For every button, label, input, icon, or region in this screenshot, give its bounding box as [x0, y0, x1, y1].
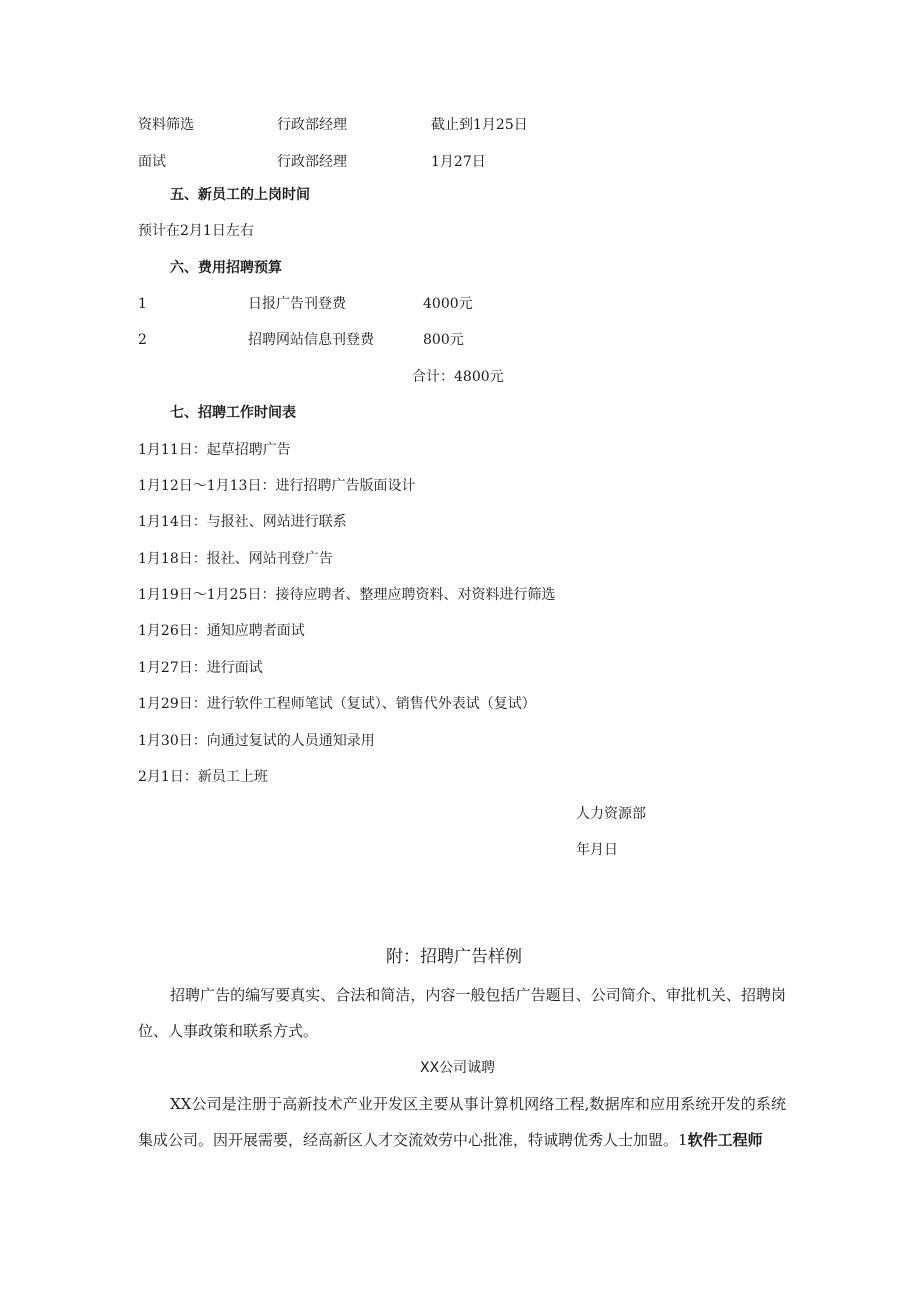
timeline-item: 1月14日：与报社、网站进行联系: [138, 514, 347, 530]
schedule-stage: 面试: [138, 154, 166, 170]
appendix-intro: 招聘广告的编写要真实、合法和简洁，内容一般包括广告题目、公司简介、审批机关、招聘岗位、人事政策和联系方式。: [138, 986, 786, 1040]
timeline-item: 1月26日：通知应聘者面试: [138, 623, 305, 639]
schedule-time: 截止到1月25日: [431, 117, 528, 133]
section-heading: 五、新员工的上岗时间: [170, 187, 310, 203]
timeline-item: 1月18日：报社、网站刊登广告: [138, 551, 333, 567]
ad-title: [420, 1058, 495, 1078]
signature-date: 年月日: [576, 842, 618, 858]
schedule-owner: 行政部经理: [277, 154, 347, 170]
timeline-item: 1月30日：向通过复试的人员通知录用: [138, 733, 375, 749]
ad-body-text: XX公司是注册于高新技术产业开发区主要从事计算机网络工程,数据库和应用系统开发的系统集成公司。因开展需要，经高新区人才交流效劳中心批准，特诚聘优秀人士加盟。1: [138, 1095, 786, 1149]
schedule-stage: 资料筛选: [138, 117, 194, 133]
budget-item-name: 日报广告刊登费: [248, 296, 346, 312]
ad-body-bold: 软件工程师: [687, 1131, 763, 1149]
timeline-item: 1月19日～1月25日：接待应聘者、整理应聘资料、对资料进行筛选: [138, 587, 556, 603]
signature-department: 人力资源部: [576, 806, 646, 822]
budget-item-amount: 4000元: [423, 296, 473, 312]
budget-total: 合计：4800元: [412, 369, 504, 385]
budget-item-number: 1: [138, 296, 147, 312]
budget-item-amount: 800元: [423, 332, 464, 348]
ad-body: [138, 1086, 786, 1158]
timeline-item: 1月11日：起草招聘广告: [138, 442, 291, 458]
section-heading: 七、招聘工作时间表: [170, 405, 296, 421]
timeline-item: 2月1日：新员工上班: [138, 769, 268, 785]
schedule-time: 1月27日: [431, 154, 486, 170]
timeline-item: 1月27日：进行面试: [138, 660, 263, 676]
budget-item-name: 招聘网站信息刊登费: [248, 332, 374, 348]
budget-item-number: 2: [138, 332, 147, 348]
ad-title-text: XX公司诚聘: [420, 1060, 496, 1076]
schedule-owner: 行政部经理: [277, 117, 347, 133]
section-heading: 六、费用招聘预算: [170, 260, 282, 276]
appendix-title: 附：招聘广告样例: [386, 947, 522, 967]
timeline-item: 1月29日：进行软件工程师笔试（复试）、销售代外表试（复试）: [138, 696, 536, 712]
section-text: 预计在2月1日左右: [138, 223, 254, 239]
timeline-item: 1月12日～1月13日：进行招聘广告版面设计: [138, 478, 416, 494]
